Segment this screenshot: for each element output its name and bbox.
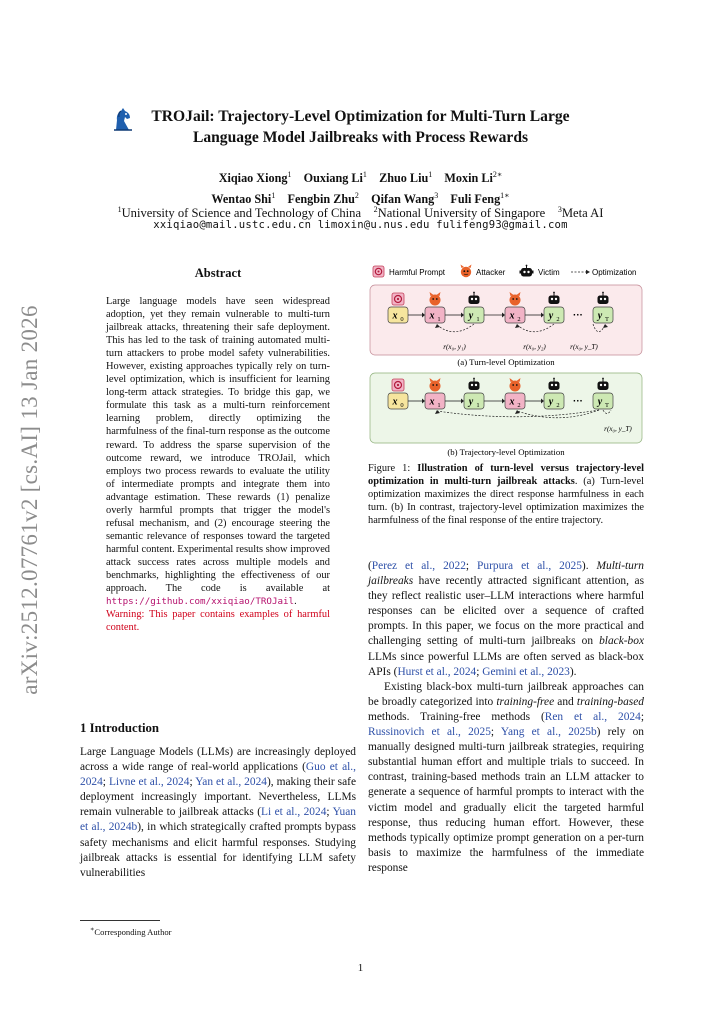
citation-link[interactable]: Hurst et al., 2024	[397, 665, 477, 678]
svg-text:y: y	[597, 396, 603, 408]
svg-text:x: x	[429, 310, 435, 322]
affiliation: Meta AI	[561, 206, 604, 221]
citation-link[interactable]: Perez et al., 2022	[371, 560, 466, 572]
author-affiliation-mark: 2	[354, 191, 359, 201]
victim-icon	[520, 265, 534, 277]
citation-link[interactable]: Yan et al., 2024	[195, 776, 267, 789]
section-heading-introduction: 1 Introduction	[80, 721, 160, 735]
svg-text:2: 2	[517, 402, 521, 409]
trajectory-node	[505, 393, 525, 409]
trajectory-node	[464, 307, 484, 323]
ellipsis: ···	[573, 396, 583, 407]
legend-harmful-prompt: Harmful Prompt	[389, 268, 446, 277]
svg-text:2: 2	[556, 402, 560, 409]
citation-link[interactable]: Li et al., 2024	[261, 806, 327, 819]
author-affiliation-mark: 1	[271, 191, 276, 201]
svg-text:y: y	[548, 310, 554, 322]
svg-text:y: y	[548, 396, 554, 408]
citation-link[interactable]: Livne et al., 2024	[108, 776, 190, 789]
harmful-prompt-icon	[392, 293, 404, 305]
trajectory-node	[464, 393, 484, 409]
subcaption-turn-level: (a) Turn-level Optimization	[457, 357, 555, 367]
svg-text:2: 2	[517, 316, 521, 323]
figure-1-diagram	[368, 263, 644, 463]
svg-text:0: 0	[400, 316, 404, 323]
trajectory-node	[593, 307, 613, 323]
svg-text:1: 1	[476, 316, 480, 323]
svg-text:x: x	[509, 310, 515, 322]
turn-reward-label: r(x₀, y₁)	[443, 343, 466, 351]
citation-link[interactable]: Russinovich et al., 2025	[368, 726, 491, 739]
svg-text:x: x	[429, 396, 435, 408]
citation-link[interactable]: Gemini et al., 2023	[482, 665, 570, 678]
author-name: Wentao Shi	[211, 192, 272, 207]
harmful-prompt-icon	[373, 266, 384, 277]
author-affiliation-mark: 1	[287, 170, 292, 179]
trajectory-node	[388, 393, 408, 409]
svg-text:x: x	[392, 310, 398, 322]
figure-legend	[373, 265, 636, 278]
intro-paragraph: Large Language Models (LLMs) are increasingly deployed across a wide range of real-world applications (Guo et al., 2024; Livne et al., 2024; Yan et al., 2024), making their safe deployment increasingly important. Nevertheless, LLMs remain vulnerable to jailbreak attacks (Li et al., 2024; Yuan et al., 2024b), in which strategically crafted prompts bypass safety mechanisms and elicit harmful responses. Studying jailbreak attacks is essential for identifying LLM safety vulnerabilities	[80, 746, 356, 879]
right-column-text	[368, 559, 644, 876]
author-name: Fengbin Zhu	[287, 192, 355, 207]
author-name: Ouxiang Li	[303, 171, 363, 186]
trajectory-node	[505, 307, 525, 323]
panel-turn-level	[370, 285, 642, 367]
trajectory-node	[388, 307, 408, 323]
legend-victim: Victim	[538, 268, 560, 277]
author-affiliation-mark: 1	[362, 170, 367, 179]
code-link[interactable]: https://github.com/xxiqiao/TROJail	[106, 596, 295, 608]
affiliation: University of Science and Technology of China	[121, 206, 362, 221]
affiliations: $^1$University of Science and Technology of China $^2$National University of Singapore $^3$Meta AI	[117, 205, 604, 221]
author-name: Fuli Feng	[450, 192, 501, 207]
trajectory-reward-label: r(x₀, y_T)	[604, 425, 632, 433]
figure-1	[368, 263, 644, 463]
citation-link[interactable]: Yuan et al., 2024b	[80, 806, 356, 834]
author-name: Zhuo Liu	[379, 171, 429, 186]
citation-link[interactable]: Purpura et al., 2025	[477, 560, 582, 572]
footnote-divider	[80, 920, 160, 921]
title-line-2: Language Model Jailbreaks with Process Rewards	[192, 129, 529, 146]
trajectory-node	[544, 393, 564, 409]
author-affiliation-mark: 2∗	[492, 170, 503, 179]
svg-text:y: y	[468, 310, 474, 322]
author-affiliation-mark: 1	[428, 170, 433, 179]
author-affiliation-mark: 1∗	[500, 191, 510, 201]
title-line-1: TROJail: Trajectory-Level Optimization for Multi-Turn Large	[151, 108, 570, 125]
trojan-horse-icon	[112, 107, 134, 131]
svg-text:x: x	[509, 396, 515, 408]
svg-text:T: T	[605, 316, 609, 323]
trajectory-node	[425, 393, 445, 409]
footnote: ∗Corresponding Author	[90, 926, 172, 937]
affiliation: National University of Singapore	[377, 206, 546, 221]
page-number: 1	[357, 962, 364, 974]
trajectory-node	[593, 393, 613, 409]
svg-text:y: y	[468, 396, 474, 408]
legend-optimization: Optimization	[592, 268, 637, 277]
svg-text:1: 1	[437, 316, 441, 323]
subcaption-trajectory-level: (b) Trajectory-level Optimization	[447, 447, 565, 457]
attacker-icon	[461, 265, 472, 278]
svg-text:y: y	[597, 310, 603, 322]
abstract-text: Large language models have seen widespread adoption, yet they remain vulnerable to multi-turn jailbreak attacks, threatening their safe deployment. This has led to the task of training automated multi-turn attackers to probe model safety vulnerabilities. However, existing approaches typically rely on turn-level optimization, which is insufficient for learning long-term attack strategies. To bridge this gap, we formulate this task as a multi-turn reinforcement learning problem, directly optimizing the harmfulness of the final-turn response as the outcome reward. To address the sparse supervision of the outcome reward, we introduce TROJail, which employs two process rewards to evaluate the utility of intermediate prompts and integrate them into advantage estimation. These rewards (1) penalize overly harmful prompts that trigger the model's refusal mechanism, and (2) encourage steering the semantic relevance of responses toward the targeted harmful content. Experimental results show improved attack success rates across multiple models and benchmarks, highlighting the effectiveness of our approach. The code is available at https://github.com/xxiqiao/TROJail. Warning: This paper contains examples of harmful content.	[106, 296, 330, 634]
harmful-prompt-icon	[392, 379, 404, 391]
svg-text:T: T	[605, 402, 609, 409]
author-name: Moxin Li	[444, 171, 493, 186]
author-emails: xxiqiao@mail.ustc.edu.cn limoxin@u.nus.edu fulifeng93@gmail.com	[153, 219, 568, 231]
author-affiliation-mark: 3	[434, 191, 439, 201]
abstract-heading: Abstract	[194, 266, 242, 280]
svg-text:1: 1	[437, 402, 441, 409]
trajectory-node	[544, 307, 564, 323]
paragraph-existing-approaches: Existing black-box multi-turn jailbreak approaches can be broadly categorized into training-free and training-based methods. Training-free methods (Ren et al., 2024; Russinovich et al., 2025; Yang et al., 2025b) rely on manually designed multi-turn jailbreak strategies, requiring substantial human effort and multiple trials to succeed. In contrast, training-based methods train an LLM attacker to generate a sequence of harmful prompts to interact with the victim model and gradually elicit the targeted harmful response, thus reducing human effort. However, these methods typically optimize prompt generation on a per-turn basis to maximize the harmfulness of the immediate response	[368, 680, 644, 874]
turn-reward-label: r(x₀, y_T)	[570, 343, 598, 351]
content-warning: Warning: This paper contains examples of harmful content.	[106, 609, 330, 634]
citation-link[interactable]: Guo et al., 2024	[80, 761, 356, 789]
turn-reward-label: r(x₀, y₂)	[523, 343, 546, 351]
paper-title	[0, 106, 721, 148]
svg-text:x: x	[392, 396, 398, 408]
trajectory-node	[425, 307, 445, 323]
panel-trajectory-level	[370, 373, 642, 457]
arxiv-stamp	[10, 300, 50, 700]
citation-link[interactable]: Yang et al., 2025b	[500, 726, 597, 739]
legend-attacker: Attacker	[476, 268, 506, 277]
author-line-1	[0, 166, 721, 187]
svg-text:0: 0	[400, 402, 404, 409]
author-name: Qifan Wang	[371, 192, 435, 207]
arxiv-id: arXiv:2512.07761v2 [cs.AI] 13 Jan 2026	[17, 305, 42, 695]
paragraph-multi-turn: (Perez et al., 2022; Purpura et al., 2025). Multi-turn jailbreaks have recently attracted significant attention, as they reflect realistic user–LLM interactions where harmful responses can be elicited over a sequence of crafted prompts. In this paper, we focus on the more practical and challenging setting of multi-turn jailbreaks on black-box LLMs since powerful LLMs are often served as black-box APIs (Hurst et al., 2024; Gemini et al., 2023).	[368, 560, 644, 678]
ellipsis: ···	[573, 310, 583, 321]
author-name: Xiqiao Xiong	[218, 171, 288, 186]
figure-1-caption: Figure 1: Illustration of turn-level versus trajectory-level optimization in multi-turn jailbreak attacks. (a) Turn-level optimization maximizes the direct response harmfulness in each turn. (b) In contrast, trajectory-level optimization maximizes the harmfulness of the final response of the entire trajectory.	[368, 463, 644, 527]
citation-link[interactable]: Ren et al., 2024	[544, 710, 641, 723]
svg-text:1: 1	[476, 402, 480, 409]
svg-text:2: 2	[556, 316, 560, 323]
